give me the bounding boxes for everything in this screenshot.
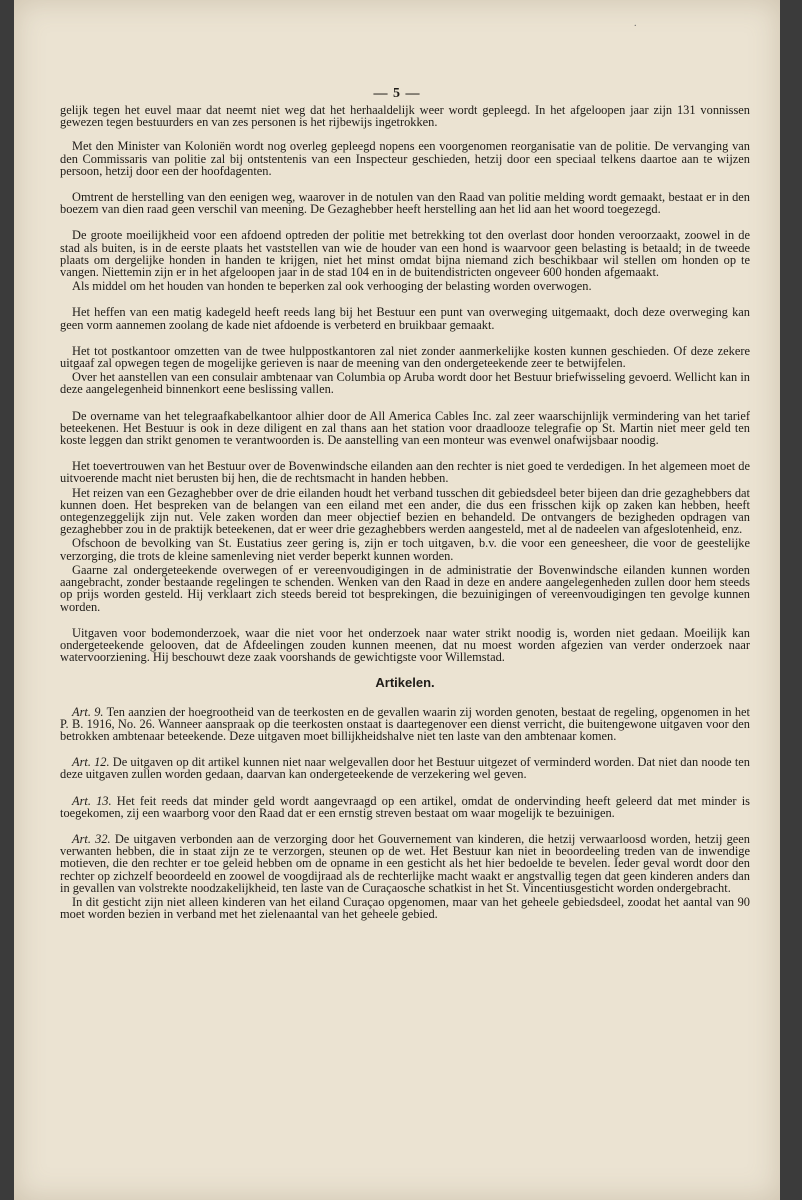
page-number: — 5 — xyxy=(373,86,421,101)
paragraph: Het reizen van een Gezaghebber over de drie eilanden houdt het verband tusschen dit gebiedsdeel beter bijeen dan drie gezaghebbers dat kunnen doen. Het bespreken van de belangen van een eiland met een ander, die dus een frisschen kijk op zaken kan hebben, heeft ontegenzeggelijk zijn nut. Vele zaken worden dan meer objectief bezien en behandeld. De ontvangers de bezigheden opdragen van gezaghebber zou in de praktijk beteekenen, dat er weer drie gezaghebbers werden aangesteld, met al de nadeelen van afgeslotenheid, enz. xyxy=(60,485,750,537)
article-label: Art. 32. xyxy=(72,831,111,846)
paragraph: De overname van het telegraafkabelkantoor alhier door de All America Cables Inc. zal zeer waarschijnlijk vermindering van het tarief beteekenen. Het Bestuur is ook in deze diligent en zal thans aan het station voor draadlooze telegrafie op St. Martin niet meer geld ten koste leggen dan strikt genomen te verantwoorden is. De aanstelling van een monteur was evenwel onafwijsbaar noodig. xyxy=(60,408,750,448)
paragraph: De groote moeilijkheid voor een afdoend optreden der politie met betrekking tot den overlast door honden veroorzaakt, zoowel in de stad als buiten, is in de eerste plaats het vaststellen van wie de houder van een hond is waarvoor geen belasting is betaald; in de tweede plaats om dergelijke honden in handen te krijgen, niet het minst omdat bijna niemand zich beschikbaar wil stellen om honden op te vangen. Niettemin zijn er in het afgeloopen jaar in de stad 104 en in de buitendistricten ongeveer 600 honden afgemaakt. xyxy=(60,228,750,280)
paragraph: Omtrent de herstelling van den eenigen weg, waarover in de notulen van den Raad van politie melding wordt gemaakt, bestaat er in den boezem van dien raad geen verschil van meening. De Gezaghebber heeft herstelling aan het lid aan het woord toegezegd. xyxy=(60,190,750,217)
paragraph: Het toevertrouwen van het Bestuur over de Bovenwindsche eilanden aan den rechter is niet goed te verdedigen. In het algemeen moet de uitvoerende macht niet berusten bij hen, die de rechtsmacht in handen hebben. xyxy=(60,459,750,486)
article-paragraph xyxy=(60,833,750,894)
paragraph: Ofschoon de bevolking van St. Eustatius zeer gering is, zijn er toch uitgaven, b.v. die voor een geneesheer, die voor de geestelijke verzorging, die trots de kleine samenleving niet verder beperkt kunnen worden. xyxy=(60,536,750,563)
paragraph: Gaarne zal ondergeteekende overwegen of er vereenvoudigingen in de administratie der Bovenwindsche eilanden kunnen worden aangebracht, zonder bestaande regelingen te schenden. Wenken van den Raad in deze en andere aangelegenheden zullen door hem steeds op prijs worden gesteld. Hij verklaart zich steeds bereid tot besprekingen, die bezuinigingen of vereenvoudigingen ten gevolge kunnen worden. xyxy=(60,562,750,614)
paragraph: Met den Minister van Koloniën wordt nog overleg gepleegd nopens een voorgenomen reorganisatie van de politie. De vervanging van den Commissaris van politie zal bij ontstentenis van een Inspecteur geschieden, hetzij door een speciaal telkens daartoe aan te wijzen persoon, hetzij door een der hoofdagenten. xyxy=(60,139,750,178)
corner-mark: . xyxy=(634,18,637,29)
paragraph: Als middel om het houden van honden te beperken zal ook verhooging der belasting worden overwogen. xyxy=(72,279,592,294)
article-text: Ten aanzien der hoegrootheid van de teerkosten en de gevallen waarin zij worden genoten, bestaat de regeling, opgenomen in het P. B. 1916, No. 26. Wanneer aanspraak op die teerkosten onstaat is daartegenover een dienst verricht, die buitengewone uitgaven voor den betrokken ambtenaar beteekende. Deze uitgaven moet billijkheidshalve niet ten laste van den ambtenaar komen. xyxy=(60,704,750,743)
article-text: Het feit reeds dat minder geld wordt aangevraagd op een artikel, omdat de ondervinding heeft geleerd dat met minder is toegekomen, zij een waarborg voor den Raad dat er een ernstig streven bestaat om waar mogelijk te bezuinigen. xyxy=(60,793,750,820)
article-paragraph xyxy=(60,756,750,780)
article-text: In dit gesticht zijn niet alleen kinderen van het eiland Curaçao opgenomen, maar van het geheele gebiedsdeel, zoodat het aantal van 90 moet worden bezien in verband met het zielenaantal van het geheele gebied. xyxy=(60,894,750,922)
paragraph: Het tot postkantoor omzetten van de twee hulppostkantoren zal niet zonder aanmerkelijke kosten kunnen geschieden. Of deze zekere uitgaaf zal opwegen tegen de mogelijke gerieven is naar de meening van den ondergeteekende zeer te betwijfelen. xyxy=(60,343,750,371)
article-paragraph xyxy=(60,795,750,819)
article-label: Art. 12. xyxy=(72,755,110,770)
article-label: Art. 13. xyxy=(72,793,112,808)
paragraph: Uitgaven voor bodemonderzoek, waar die niet voor het onderzoek naar water strikt noodig is, worden niet gedaan. Moeilijk kan ondergeteekende gelooven, dat de Afdeelingen zouden kunnen meenen, dat nu moest worden afgezien van verder onderzoek naar watervoorziening. Hij beschouwt deze zaak voorshands de gewichtigste voor Willemstad. xyxy=(60,625,750,665)
paragraph: gelijk tegen het euvel maar dat neemt niet weg dat het herhaaldelijk weer wordt gepleegd. In het afgeloopen jaar zijn 131 vonnissen gewezen tegen bestuurders en van zes personen is het rijbewijs ingetrokken. xyxy=(60,103,750,130)
article-label: Art. 9. xyxy=(72,704,104,719)
paragraph: Het heffen van een matig kadegeld heeft reeds lang bij het Bestuur een punt van overweging uitgemaakt, doch deze overweging kan geen vorm aannemen zoolang de kade niet afdoende is verbeterd en bruikbaar gemaakt. xyxy=(60,305,750,332)
article-text: De uitgaven verbonden aan de verzorging door het Gouvernement van kinderen, die hetzij verwaarloosd worden, hetzij geen verwanten hebben, die in staat zijn ze te verzorgen, steunen op de wet. Het Bestuur kan niet in beoordeeling treden van de inwendige motieven, die den rechter er toe geleid hebben om de opname in een gesticht als het hier bedoelde te bevelen. Ieder geval wordt door den rechter op zichzelf beoordeeld en zoowel de voogdijraad als de rechterlijke macht waakt er angstvallig tegen dat geen kinderen anders dan in gevallen van volstrekte noodzakelijkheid, ten laste van de Curaçaosche schatkist in het St. Vincentiusgesticht worden ondergebracht. xyxy=(60,831,750,895)
article-paragraph xyxy=(60,706,750,743)
section-heading: Artikelen. xyxy=(375,675,435,691)
article-paragraph xyxy=(60,896,750,920)
document-page xyxy=(14,0,780,1200)
page-body xyxy=(60,104,750,934)
paragraph: Over het aanstellen van een consulair ambtenaar van Columbia op Aruba wordt door het Bestuur briefwisseling gevoerd. Wellicht kan in deze aangelegenheid binnenkort eene beslissing vallen. xyxy=(60,370,750,397)
article-text: De uitgaven op dit artikel kunnen niet naar welgevallen door het Bestuur uitgezet of verminderd worden. Dat niet dan noode ten deze uitgaven zullen worden gedaan, daarvan kan ondergeteekende de verzekering wel geven. xyxy=(60,755,750,782)
